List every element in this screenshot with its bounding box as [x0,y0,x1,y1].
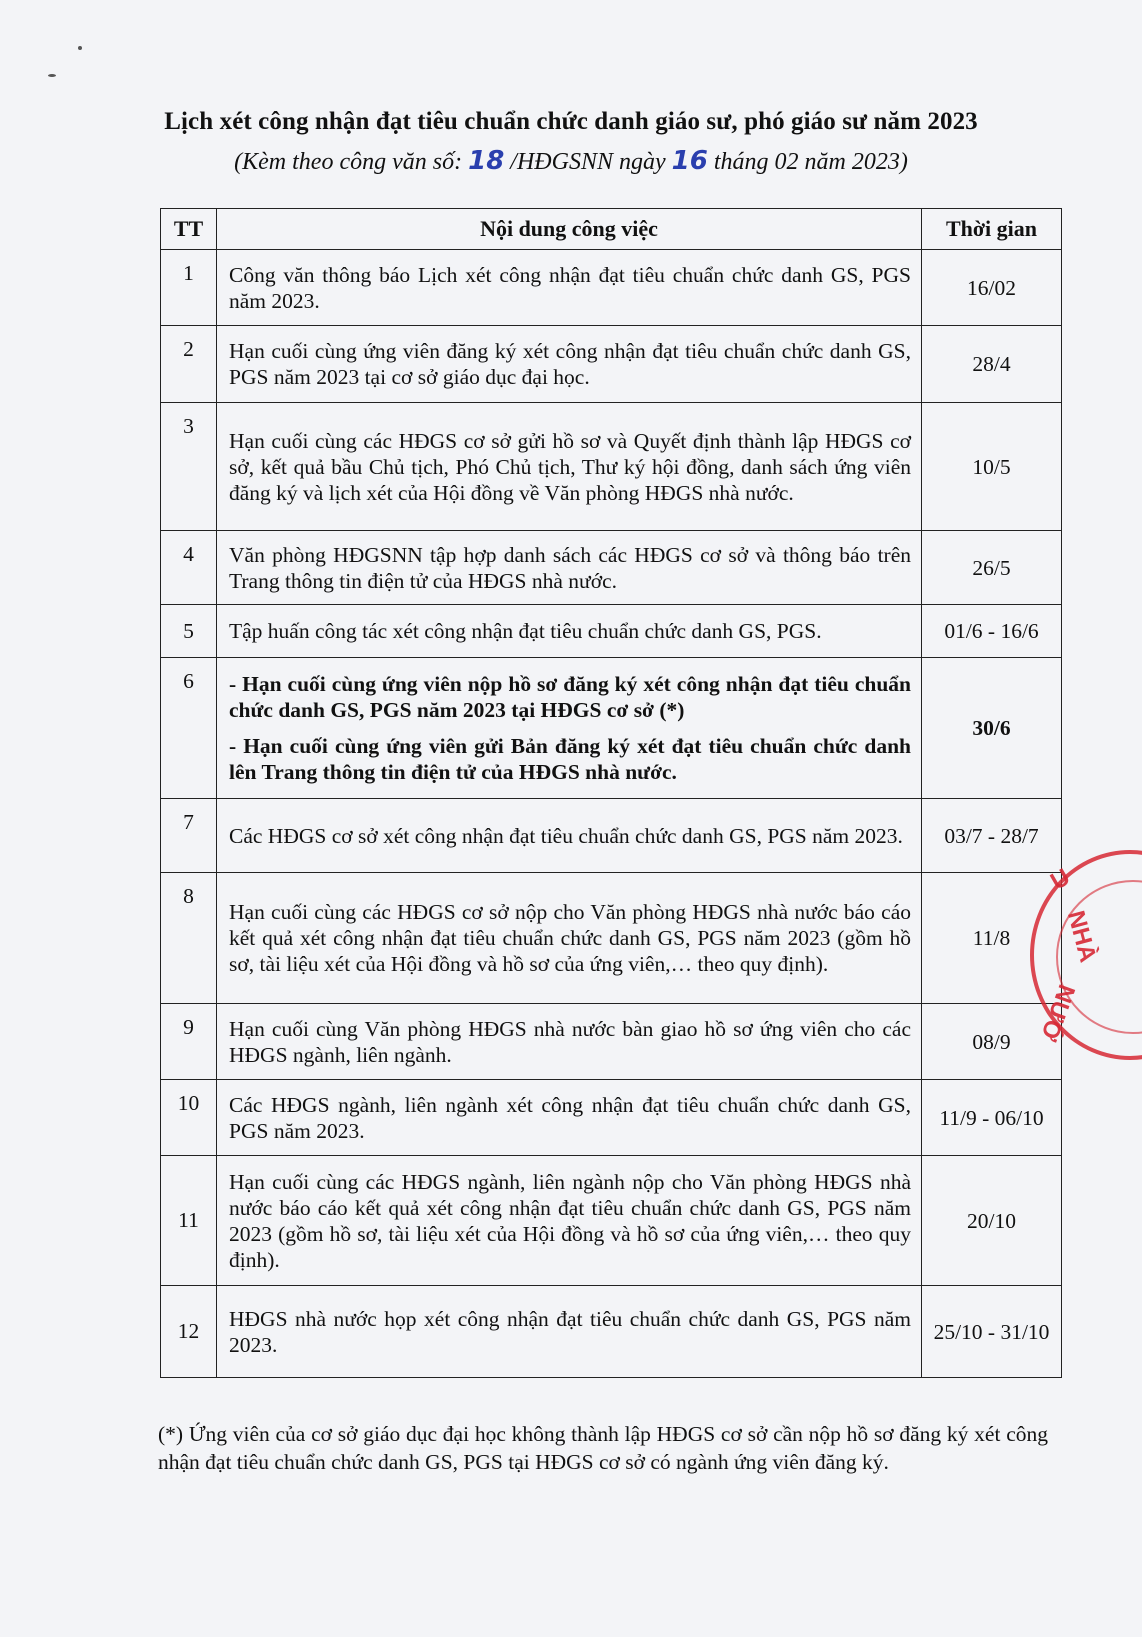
row-time: 11/8 [922,873,1062,1004]
row-content: Hạn cuối cùng các HĐGS cơ sở gửi hồ sơ và Quyết định thành lập HĐGS cơ sở, kết quả bầu Chủ tịch, Phó Chủ tịch, Thư ký hội đồng, danh sách ứng viên đăng ký và lịch xét của Hội đồng về Văn phòng HĐGS nhà nước. [217,403,922,531]
row-number: 1 [161,250,217,326]
row-time: 08/9 [922,1004,1062,1080]
table-row [161,873,1062,1004]
row-time: 25/10 - 31/10 [922,1286,1062,1378]
schedule-table [160,208,1062,1378]
row-content: Tập huấn công tác xét công nhận đạt tiêu chuẩn chức danh GS, PGS. [217,605,922,658]
table-row [161,250,1062,326]
row-time: 03/7 - 28/7 [922,799,1062,873]
row-number: 4 [161,531,217,605]
table-row [161,403,1062,531]
handwritten-doc-number: 18 [468,146,505,176]
table-row [161,799,1062,873]
row-number: 12 [161,1286,217,1378]
row-content: Hạn cuối cùng các HĐGS cơ sở nộp cho Văn phòng HĐGS nhà nước báo cáo kết quả xét công nhận đạt tiêu chuẩn chức danh GS, PGS năm 2023 (gồm hồ sơ, tài liệu xét của Hội đồng và hồ sơ của ứng viên,… theo quy định). [217,873,922,1004]
seal-text: NHÀ [1061,908,1102,966]
row-number: 2 [161,326,217,403]
row-content: Các HĐGS ngành, liên ngành xét công nhận đạt tiêu chuẩn chức danh GS, PGS năm 2023. [217,1080,922,1156]
row-content: Hạn cuối cùng ứng viên đăng ký xét công nhận đạt tiêu chuẩn chức danh GS, PGS năm 2023 tại cơ sở giáo dục đại học. [217,326,922,403]
row-number: 3 [161,403,217,531]
subtitle-suffix: tháng 02 năm 2023) [707,149,908,175]
table-header-row [161,209,1062,250]
row-number: 6 [161,658,217,799]
handwritten-day: 16 [671,146,708,176]
row-time: 11/9 - 06/10 [922,1080,1062,1156]
page-title: Lịch xét công nhận đạt tiêu chuẩn chức danh giáo sư, phó giáo sư năm 2023 [164,108,978,135]
subtitle-prefix: (Kèm theo công văn số: [234,149,469,175]
row-number: 9 [161,1004,217,1080]
table-row [161,605,1062,658]
row-number: 11 [161,1156,217,1286]
table-row [161,658,1062,799]
scan-speck [78,46,82,50]
row-time: 20/10 [922,1156,1062,1286]
row-content: Văn phòng HĐGSNN tập hợp danh sách các HĐGS cơ sở và thông báo trên Trang thông tin điện tử của HĐGS nhà nước. [217,531,922,605]
seal-text: U [1046,863,1075,896]
row-time: 10/5 [922,403,1062,531]
row-content [217,658,922,799]
table-row [161,1286,1062,1378]
scan-speck [48,74,56,77]
row-time: 01/6 - 16/6 [922,605,1062,658]
row-content: Các HĐGS cơ sở xét công nhận đạt tiêu chuẩn chức danh GS, PGS năm 2023. [217,799,922,873]
header-time: Thời gian [922,209,1062,250]
seal-text: NƯỚ [1034,980,1080,1045]
footnote: (*) Ứng viên của cơ sở giáo dục đại học không thành lập HĐGS cơ sở cần nộp hồ sơ đăng ký xét công nhận đạt tiêu chuẩn chức danh GS, PGS tại HĐGS cơ sở có ngành ứng viên đăng ký. [158,1422,1048,1474]
table-row [161,1004,1062,1080]
table-row [161,531,1062,605]
row-content-item: - Hạn cuối cùng ứng viên gửi Bản đăng ký xét đạt tiêu chuẩn chức danh lên Trang thông tin điện tử của HĐGS nhà nước. [229,734,911,784]
row-content: HĐGS nhà nước họp xét công nhận đạt tiêu chuẩn chức danh GS, PGS năm 2023. [217,1286,922,1378]
table-row [161,1080,1062,1156]
table-row [161,326,1062,403]
subtitle-middle: /HĐGSNN ngày [504,149,672,175]
row-time: 26/5 [922,531,1062,605]
row-time: 30/6 [922,658,1062,799]
row-number: 8 [161,873,217,1004]
row-content-item: - Hạn cuối cùng ứng viên nộp hồ sơ đăng ký xét công nhận đạt tiêu chuẩn chức danh GS, PGS năm 2023 tại HĐGS cơ sở (*) [229,672,911,722]
page-subtitle [0,146,1142,176]
header-tt: TT [161,209,217,250]
row-number: 5 [161,605,217,658]
row-number: 10 [161,1080,217,1156]
row-content: Công văn thông báo Lịch xét công nhận đạt tiêu chuẩn chức danh GS, PGS năm 2023. [217,250,922,326]
row-content: Hạn cuối cùng các HĐGS ngành, liên ngành nộp cho Văn phòng HĐGS nhà nước báo cáo kết quả xét công nhận đạt tiêu chuẩn chức danh GS, PGS năm 2023 (gồm hồ sơ, tài liệu xét của Hội đồng và hồ sơ của ứng viên,… theo quy định). [217,1156,922,1286]
table-row [161,1156,1062,1286]
row-time: 16/02 [922,250,1062,326]
row-content: Hạn cuối cùng Văn phòng HĐGS nhà nước bàn giao hồ sơ ứng viên cho các HĐGS ngành, liên ngành. [217,1004,922,1080]
header-content: Nội dung công việc [217,209,922,250]
row-time: 28/4 [922,326,1062,403]
row-number: 7 [161,799,217,873]
